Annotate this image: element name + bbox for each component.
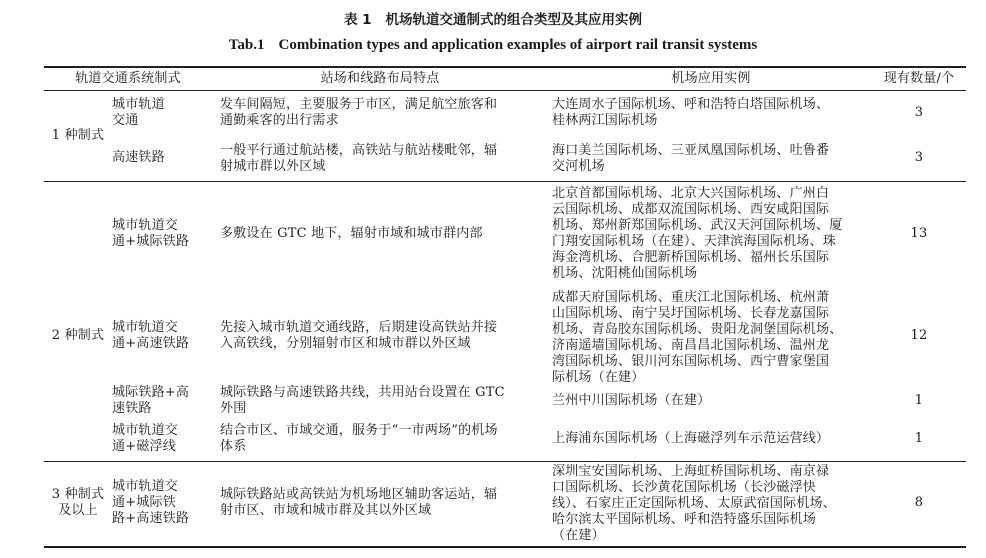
table-title-zh: 机场轨道交通制式的组合类型及其应用实例	[385, 12, 643, 28]
group-divider	[44, 181, 966, 182]
table-label-en: Tab.1	[228, 37, 265, 53]
airport-examples-cell: 成都天府国际机场、重庆江北国际机场、杭州萧 山国际机场、南宁吴圩国际机场、长春龙嘉国际 机场、青岛胶东国际机场、贵阳龙洞堡国际机场、 济南遥墙国际机场、南昌昌北国际机场、温州龙 湾国际机场、银川河东国际机场、西宁曹家堡国 际机场（在建）	[552, 290, 843, 385]
system-type-cell: 城市轨道交 通+磁浮线	[112, 423, 179, 454]
group-label: 3 种制式 及以上	[51, 487, 105, 518]
airport-examples-cell: 上海浦东国际机场（上海磁浮列车示范运营线）	[552, 431, 830, 446]
count-cell: 1	[914, 393, 924, 408]
count-cell: 3	[914, 105, 924, 120]
count-cell: 1	[914, 431, 924, 446]
group-divider	[44, 461, 966, 462]
airport-examples-cell: 大连周水子国际机场、呼和浩特白塔国际机场、 桂林两江国际机场	[552, 97, 830, 128]
layout-feature-cell: 城际铁路与高速铁路共线，共用站台设置在 GTC 外围	[220, 385, 505, 416]
count-cell: 8	[914, 495, 924, 510]
system-type-cell: 城市轨道 交通	[112, 97, 165, 128]
system-type-cell: 城市轨道交 通+高速铁路	[112, 320, 190, 351]
column-header-layout: 站场和线路布局特点	[320, 71, 440, 86]
airport-examples-cell: 海口美兰国际机场、三亚凤凰国际机场、吐鲁番 交河机场	[552, 143, 830, 174]
table-caption-en	[0, 37, 986, 54]
layout-feature-cell: 发车间隔短，主要服务于市区，满足航空旅客和 通勤乘客的出行需求	[220, 97, 498, 128]
airport-examples-cell: 深圳宝安国际机场、上海虹桥国际机场、南京禄 口国际机场、长沙黄花国际机场（长沙磁浮快 线）、石家庄正定国际机场、太原武宿国际机场、 哈尔滨太平国际机场、呼和浩特盛乐国际机场 （在建）	[552, 464, 836, 543]
table-caption-zh	[0, 8, 986, 28]
group-label: 2 种制式	[51, 328, 105, 343]
top-rule	[44, 66, 966, 68]
header-rule	[44, 90, 966, 91]
group-label: 1 种制式	[51, 128, 105, 143]
airport-examples-cell: 北京首都国际机场、北京大兴国际机场、广州白 云国际机场、成都双流国际机场、西安咸阳国际 机场、郑州新郑国际机场、武汉天河国际机场、厦 门翔安国际机场（在建）、天津滨海国际机场、珠 海金湾机场、合肥新桥国际机场、福州长乐国际 机场、沈阳桃仙国际机场	[552, 186, 843, 281]
column-header-system: 轨道交通系统制式	[75, 71, 181, 86]
layout-feature-cell: 城际铁路站或高铁站为机场地区辅助客运站，辐 射市区、市域和城市群及其以外区域	[220, 487, 498, 518]
count-cell: 12	[910, 328, 928, 343]
column-header-count: 现有数量/个	[883, 71, 955, 86]
system-type-cell: 城市轨道交 通+城际铁路	[112, 218, 190, 249]
layout-feature-cell: 多敷设在 GTC 地下，辐射市域和城市群内部	[220, 226, 483, 241]
table-title-en: Combination types and application examples of airport rail transit systems	[278, 37, 758, 53]
table-label-zh: 表 1	[343, 12, 372, 28]
layout-feature-cell: 结合市区、市域交通，服务于“一市两场”的机场 体系	[220, 423, 498, 454]
layout-feature-cell: 先接入城市轨道交通线路，后期建设高铁站并接 入高铁线，分别辐射市区和城市群以外区域	[220, 320, 498, 351]
count-cell: 13	[910, 226, 928, 241]
airport-examples-cell: 兰州中川国际机场（在建）	[552, 393, 711, 408]
system-type-cell: 高速铁路	[112, 150, 165, 165]
bottom-rule	[44, 546, 966, 548]
count-cell: 3	[914, 150, 924, 165]
column-header-examples: 机场应用实例	[671, 71, 751, 86]
layout-feature-cell: 一般平行通过航站楼，高铁站与航站楼毗邻，辐 射城市群以外区域	[220, 143, 498, 174]
system-type-cell: 城际铁路+高 速铁路	[112, 385, 190, 416]
system-type-cell: 城市轨道交 通+城际铁 路+高速铁路	[112, 479, 190, 526]
